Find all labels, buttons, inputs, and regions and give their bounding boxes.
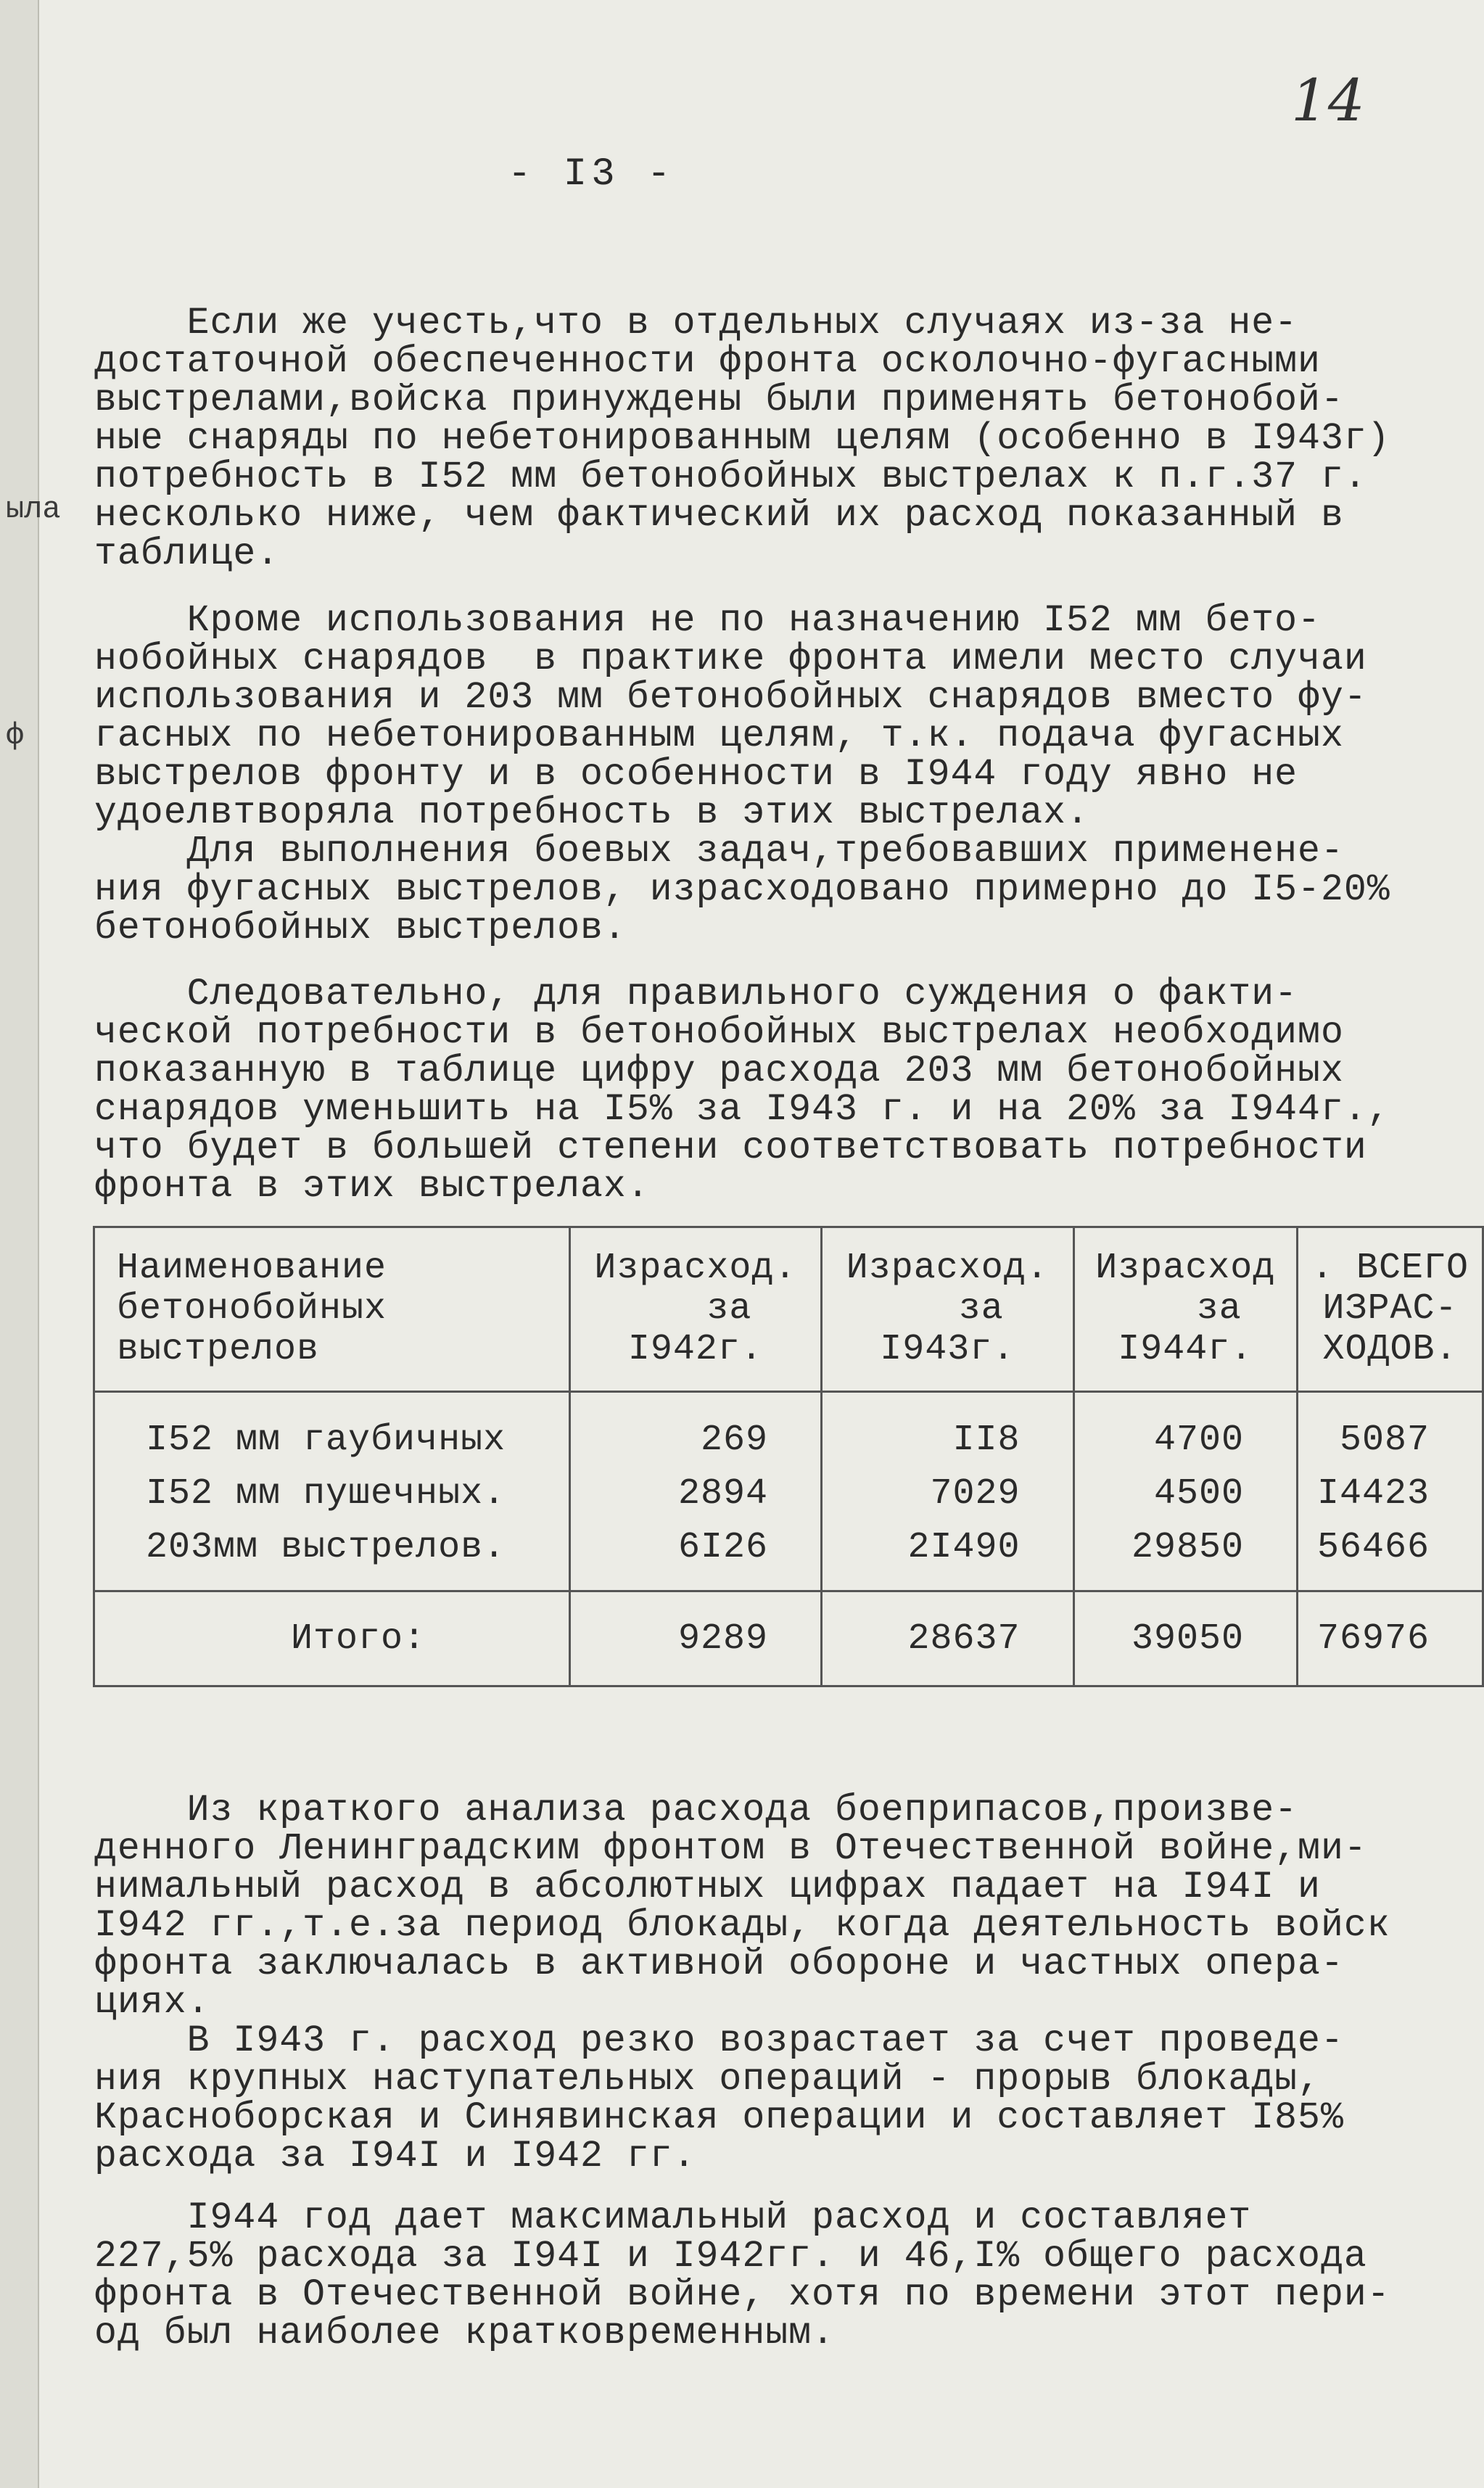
paragraph-4 <box>94 1789 1472 2178</box>
text-line: таблице. <box>94 533 280 575</box>
paragraph-2 <box>94 602 1472 948</box>
table-header-row <box>94 1227 1483 1392</box>
cell-total: I4423 <box>1297 1467 1483 1520</box>
text-line: Красноборская и Синявинская операции и составляет I85% <box>94 2097 1344 2139</box>
header-name: Наименование бетонобойных выстрелов <box>94 1227 570 1392</box>
paragraph-5 <box>94 2199 1472 2353</box>
text-line: I942 гг.,т.е.за период блокады, когда деятельность войск <box>94 1905 1390 1947</box>
margin-fragment: ф <box>6 718 25 753</box>
binding-edge <box>0 0 39 2488</box>
text-line: расхода за I94I и I942 гг. <box>94 2135 696 2178</box>
text-line: 227,5% расхода за I94I и I942гг. и 46,I% общего расхода <box>94 2236 1367 2278</box>
header-1944: Израсход за I944г. <box>1073 1227 1297 1392</box>
margin-fragment: ыла <box>6 492 61 527</box>
text-line: од был наиболее кратковременным. <box>94 2312 835 2355</box>
table-row <box>94 1520 1483 1591</box>
text-line: гасных по небетонированным целям, т.к. подача фугасных <box>94 715 1344 757</box>
table-row <box>94 1467 1483 1520</box>
text-line: показанную в таблице цифру расхода 203 мм бетонобойных <box>94 1050 1344 1092</box>
cell-total: 56466 <box>1297 1520 1483 1591</box>
row-label: 203мм выстрелов. <box>94 1520 570 1591</box>
total-1944: 39050 <box>1073 1591 1297 1686</box>
cell-1943: 2I490 <box>822 1520 1073 1591</box>
total-all: 76976 <box>1297 1591 1483 1686</box>
text-line: фронта в Отечественной войне, хотя по времени этот пери- <box>94 2274 1390 2316</box>
text-line: выстрелов фронту и в особенности в I944 году явно не <box>94 754 1298 796</box>
cell-1944: 4500 <box>1073 1467 1297 1520</box>
cell-1943: 7029 <box>822 1467 1073 1520</box>
text-line: ния крупных наступательных операций - прорыв блокады, <box>94 2059 1321 2101</box>
text-line: удоелвтворяла потребность в этих выстрелах. <box>94 792 1089 834</box>
header-1942: Израсход. за I942г. <box>569 1227 821 1392</box>
row-label: I52 мм пушечных. <box>94 1467 570 1520</box>
text-line: ные снаряды по небетонированным целям (особенно в I943г) <box>94 418 1390 460</box>
text-line: использования и 203 мм бетонобойных снарядов вместо фу- <box>94 677 1367 719</box>
total-label: Итого: <box>94 1591 570 1686</box>
cell-1942: 2894 <box>569 1467 821 1520</box>
text-line: циях. <box>94 1982 210 2024</box>
text-line: Из краткого анализа расхода боеприпасов,произве- <box>94 1789 1298 1832</box>
text-line: ческой потребности в бетонобойных выстрелах необходимо <box>94 1012 1344 1054</box>
page-number: - I3 - <box>508 152 675 197</box>
text-line: Кроме использования не по назначению I52 мм бето- <box>94 600 1321 642</box>
cell-1942: 6I26 <box>569 1520 821 1591</box>
text-line: Следовательно, для правильного суждения о факти- <box>94 973 1298 1016</box>
text-line: Для выполнения боевых задач,требовавших применене- <box>94 831 1344 873</box>
text-line: нимальный расход в абсолютных цифрах падает на I94I и <box>94 1866 1321 1908</box>
cell-1944: 4700 <box>1073 1392 1297 1467</box>
total-1942: 9289 <box>569 1591 821 1686</box>
cell-1944: 29850 <box>1073 1520 1297 1591</box>
total-1943: 28637 <box>822 1591 1073 1686</box>
table-total-row <box>94 1591 1483 1686</box>
text-line: выстрелами,войска принуждены были применять бетонобой- <box>94 379 1344 421</box>
paragraph-1 <box>94 302 1472 575</box>
header-total: . ВСЕГО ИЗРАС- ХОДОВ. <box>1297 1227 1483 1392</box>
cell-1943: II8 <box>822 1392 1073 1467</box>
text-line: снарядов уменьшить на I5% за I943 г. и на 20% за I944г., <box>94 1089 1390 1131</box>
text-line: Если же учесть,что в отдельных случаях из-за не- <box>94 302 1298 345</box>
text-line: фронта в этих выстрелах. <box>94 1166 650 1208</box>
text-line: В I943 г. расход резко возрастает за счет проведе- <box>94 2020 1344 2062</box>
cell-total: 5087 <box>1297 1392 1483 1467</box>
paragraph-3 <box>94 973 1472 1208</box>
text-line: денного Ленинградским фронтом в Отечественной войне,ми- <box>94 1828 1367 1870</box>
archive-page-number: 14 <box>1291 67 1365 134</box>
text-line: нобойных снарядов в практике фронта имели место случаи <box>94 638 1367 680</box>
table-row <box>94 1392 1483 1467</box>
text-line: несколько ниже, чем фактический их расход показанный в <box>94 495 1344 537</box>
row-label: I52 мм гаубичных <box>94 1392 570 1467</box>
text-line: I944 год дает максимальный расход и составляет <box>94 2197 1252 2239</box>
text-line: бетонобойных выстрелов. <box>94 907 627 950</box>
header-1943: Израсход. за I943г. <box>822 1227 1073 1392</box>
text-line: достаточной обеспеченности фронта осколочно-фугасными <box>94 341 1321 383</box>
ammunition-table <box>93 1226 1484 1687</box>
cell-1942: 269 <box>569 1392 821 1467</box>
text-line: что будет в большей степени соответствовать потребности <box>94 1127 1367 1169</box>
text-line: фронта заключалась в активной обороне и частных опера- <box>94 1943 1344 1985</box>
text-line: потребность в I52 мм бетонобойных выстрелах к п.г.37 г. <box>94 456 1367 498</box>
text-line: ния фугасных выстрелов, израсходовано примерно до I5-20% <box>94 869 1390 911</box>
